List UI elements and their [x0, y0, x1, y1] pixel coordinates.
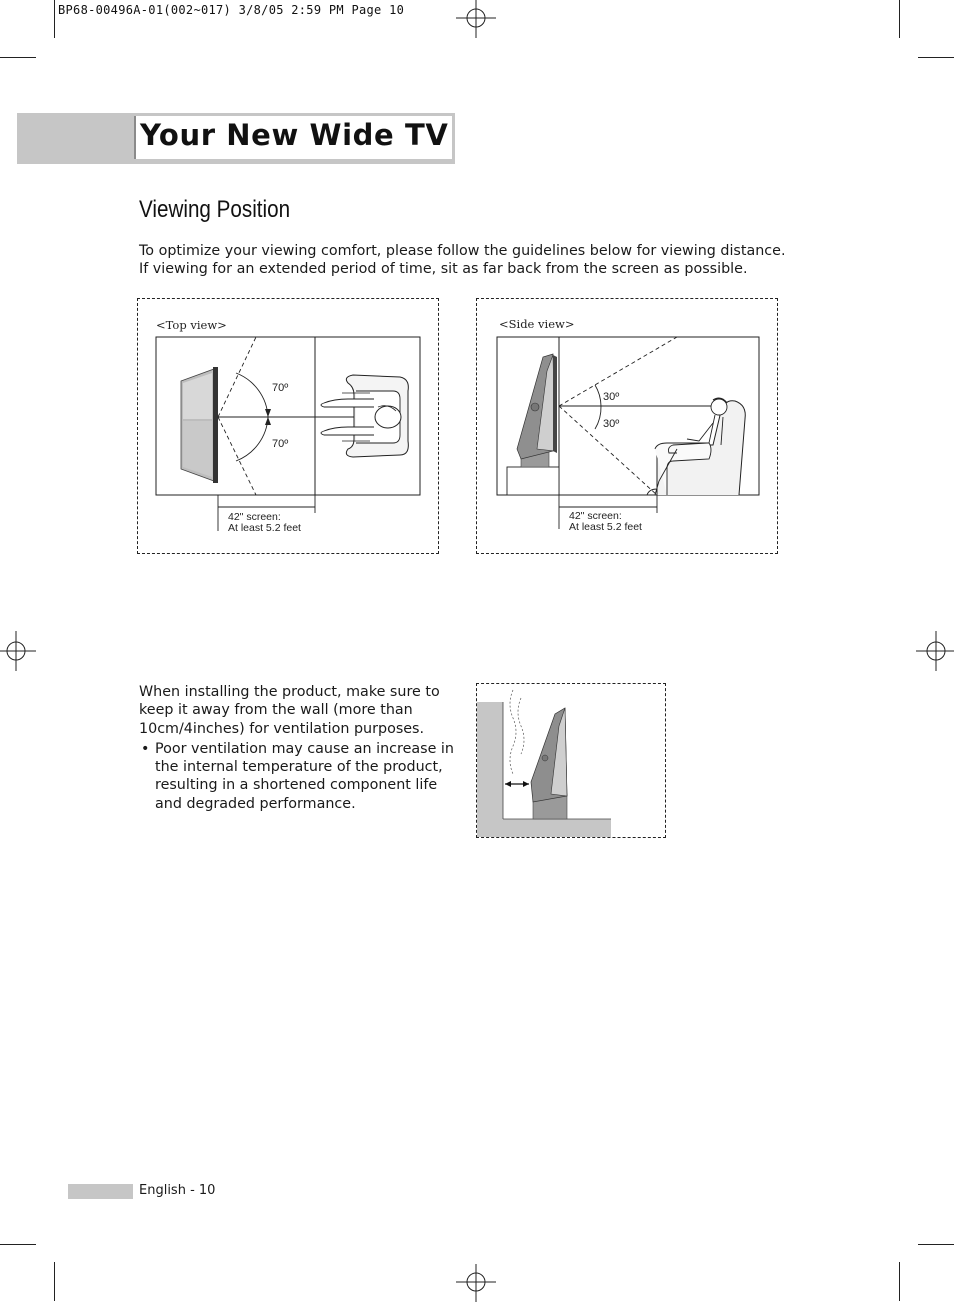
top-view-diagram — [138, 299, 438, 553]
intro-text — [139, 242, 786, 278]
top-view-label: <Top view> — [156, 318, 227, 332]
top-view-distance-line-2: At least 5.2 feet — [228, 522, 301, 534]
side-view-angle-upper: 30º — [603, 391, 620, 403]
page-number: English - 10 — [139, 1183, 216, 1198]
registration-mark-left — [0, 631, 40, 671]
intro-line-2: If viewing for an extended period of time, sit as far back from the screen as possible. — [139, 261, 748, 277]
top-view-distance-line-1: 42" screen: — [228, 511, 281, 523]
top-view-figure — [137, 298, 439, 554]
page-title: Your New Wide TV — [140, 118, 449, 152]
installation-text — [139, 683, 459, 813]
side-view-label: <Side view> — [499, 317, 575, 331]
installation-paragraph: When installing the product, make sure to keep it away from the wall (more than 10cm/4inches) for ventilation purposes. — [139, 684, 440, 737]
side-view-distance-line-2: At least 5.2 feet — [569, 521, 642, 533]
bullet-symbol: • — [141, 740, 150, 757]
registration-mark-top — [456, 0, 496, 40]
footer-bar — [68, 1184, 133, 1199]
registration-mark-bottom — [456, 1262, 496, 1302]
wall-clearance-diagram — [477, 684, 665, 837]
print-slug: BP68-00496A-01(002~017) 3/8/05 2:59 PM Page 10 — [58, 3, 405, 17]
top-view-angle-upper: 70º — [272, 382, 289, 394]
wall-clearance-figure — [476, 683, 666, 838]
side-view-figure — [476, 298, 778, 554]
section-title: Viewing Position — [139, 196, 291, 223]
side-view-angle-lower: 30º — [603, 418, 620, 430]
installation-bullet-text: Poor ventilation may cause an increase in the internal temperature of the product, resulting in a shortened component life and degraded performance. — [155, 740, 454, 812]
top-view-angle-lower: 70º — [272, 438, 289, 450]
registration-mark-right — [914, 631, 954, 671]
side-view-diagram — [477, 299, 777, 553]
intro-line-1: To optimize your viewing comfort, please follow the guidelines below for viewing distance. — [139, 243, 786, 259]
side-view-distance-line-1: 42" screen: — [569, 510, 622, 522]
installation-bullet — [139, 740, 459, 813]
